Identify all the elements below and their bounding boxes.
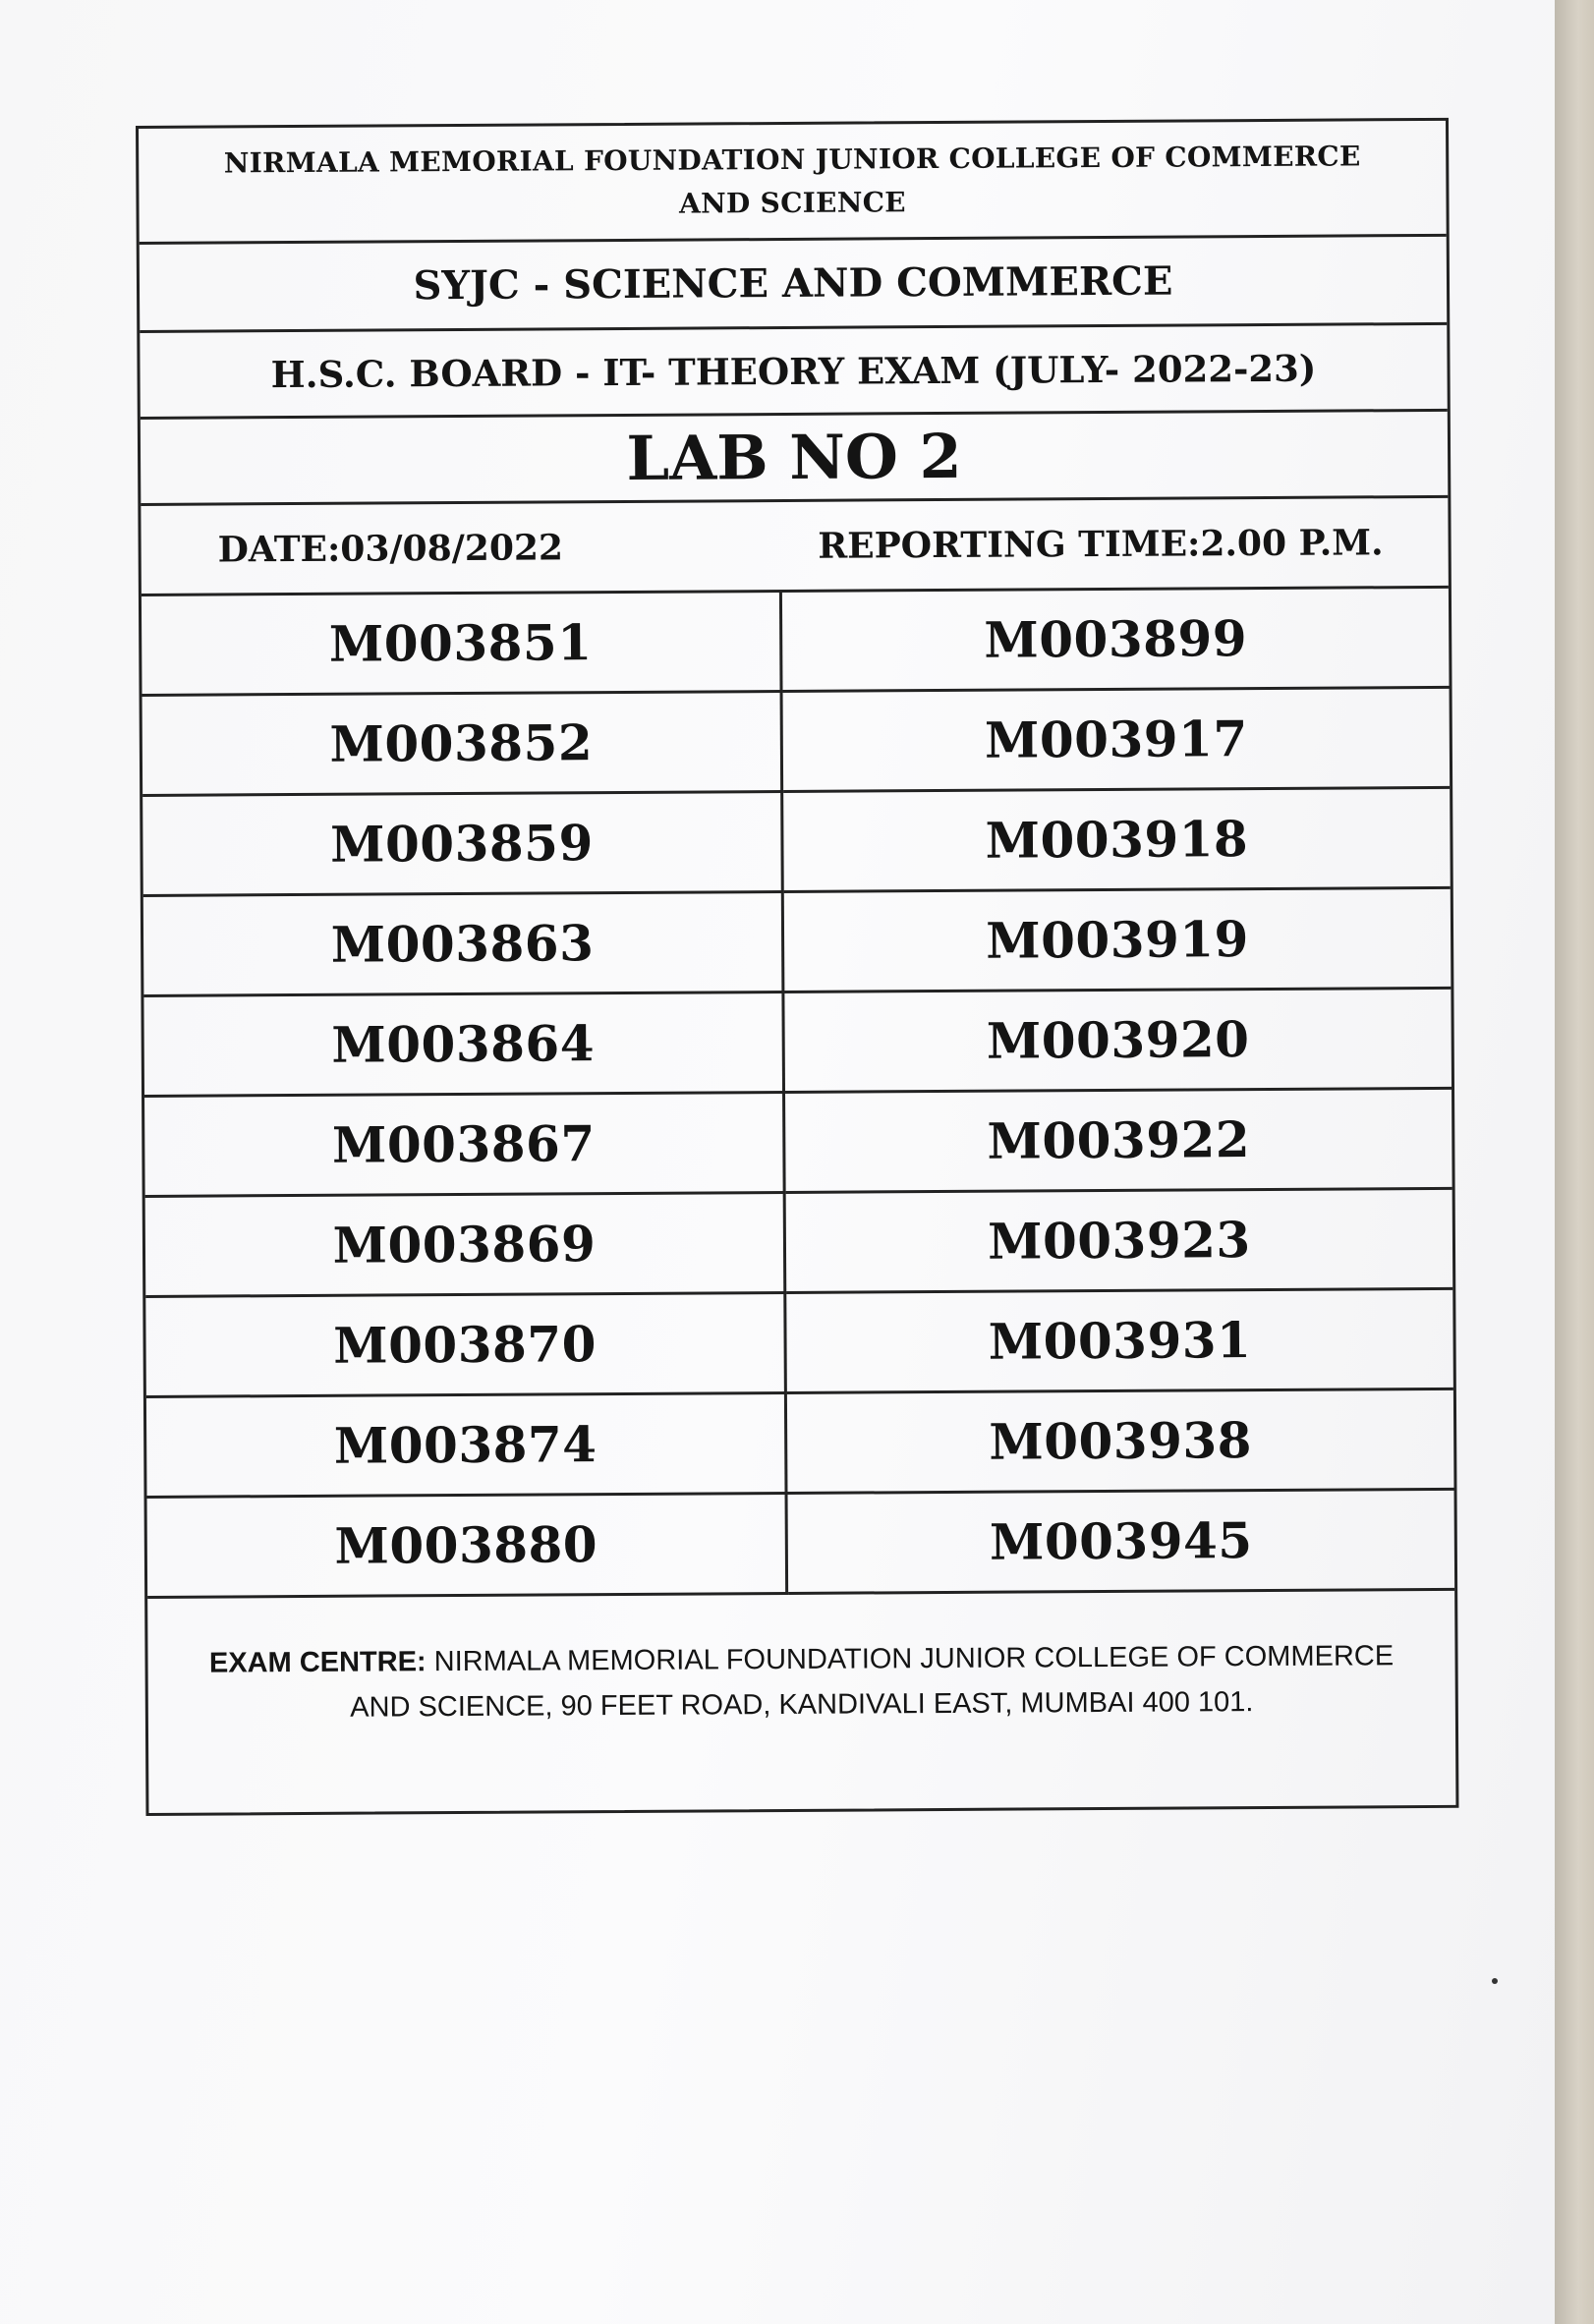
class-row [140, 237, 1448, 333]
exam-centre-address: NIRMALA MEMORIAL FOUNDATION JUNIOR COLLEGE OF COMMERCE AND SCIENCE, 90 FEET ROAD, KANDIVALI EAST, MUMBAI 400 101. [350, 1640, 1395, 1724]
seat-number-cell: M003863 [143, 893, 785, 997]
paper-speck [1492, 1978, 1498, 1984]
reporting-time: REPORTING TIME:2.00 P.M. [818, 521, 1384, 567]
seat-number-cell: M003880 [147, 1495, 789, 1599]
seat-number-cell: M003920 [784, 990, 1452, 1094]
lab-row [141, 412, 1449, 506]
seat-number-cell: M003874 [146, 1394, 788, 1499]
seat-number-cell: M003859 [142, 793, 784, 897]
seat-number-cell: M003867 [144, 1094, 786, 1198]
seat-number-cell: M003919 [784, 889, 1452, 993]
seat-number-grid [142, 589, 1454, 1599]
seat-number-cell: M003864 [143, 993, 785, 1098]
seat-number-cell: M003923 [786, 1190, 1453, 1294]
seat-number-cell: M003869 [145, 1194, 787, 1298]
seat-number-cell: M003945 [788, 1491, 1455, 1595]
seat-number-cell: M003851 [142, 593, 783, 697]
paper-edge-shadow [1555, 0, 1594, 2324]
seat-number-cell: M003918 [783, 789, 1451, 893]
exam-centre-label: EXAM CENTRE: [208, 1646, 427, 1679]
date-time-row [141, 498, 1449, 596]
lab-label: LAB NO 2 [626, 420, 962, 494]
seat-number-cell: M003922 [785, 1090, 1452, 1194]
seat-number-cell: M003899 [782, 589, 1450, 693]
exam-title: H.S.C. BOARD - IT- THEORY EXAM (JULY- 2022-23) [270, 346, 1317, 396]
class-name: SYJC - SCIENCE AND COMMERCE [413, 257, 1173, 310]
college-name-row [139, 121, 1447, 245]
seat-number-cell: M003931 [786, 1290, 1453, 1394]
seat-number-cell: M003917 [783, 689, 1451, 793]
exam-centre-footer [147, 1591, 1455, 1813]
exam-date: DATE:03/08/2022 [217, 526, 564, 570]
exam-centre-text [183, 1633, 1420, 1731]
seating-notice-table [136, 118, 1458, 1816]
exam-title-row [140, 325, 1448, 420]
seat-number-cell: M003870 [145, 1294, 787, 1398]
seat-number-cell: M003852 [142, 693, 784, 797]
college-name: NIRMALA MEMORIAL FOUNDATION JUNIOR COLLEGE OF COMMERCE AND SCIENCE [223, 139, 1361, 220]
seat-number-cell: M003938 [787, 1390, 1454, 1495]
